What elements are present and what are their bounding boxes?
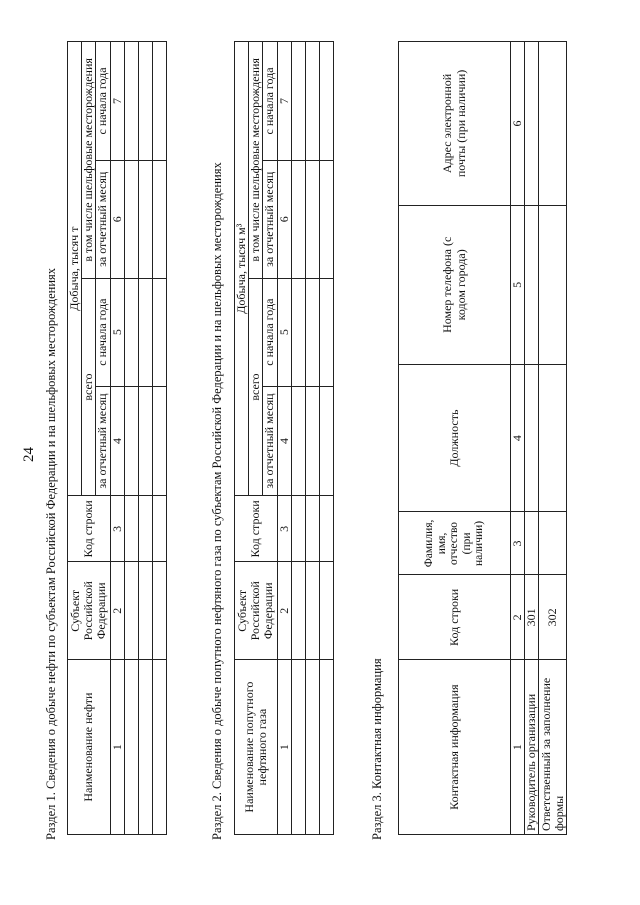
s3-col-number: 6 xyxy=(511,42,525,206)
s1-col-number: 6 xyxy=(110,160,124,278)
s3-col-number: 5 xyxy=(511,205,525,364)
s1-col-number: 3 xyxy=(110,496,124,562)
section1-table xyxy=(67,41,167,835)
table-row xyxy=(525,42,539,835)
s3-row-label: Руководитель организации xyxy=(525,660,539,835)
s3-row-code: 301 xyxy=(525,575,539,660)
table-row xyxy=(291,42,305,835)
table-row xyxy=(152,42,166,835)
s2-header-shelf-year: с начала года xyxy=(263,42,277,161)
s1-header-code: Код строки xyxy=(68,496,111,562)
section2-title: Раздел 2. Сведения о добыче попутного нефтяного газа по субъектам Российской Федерации и на шельфовых месторождениях xyxy=(210,162,224,840)
s1-header-shelf-month: за отчетный месяц xyxy=(96,160,110,278)
s1-header-name: Наименование нефти xyxy=(68,660,111,835)
s2-col-number: 2 xyxy=(277,562,291,660)
s3-header-fio: Фамилия, имя, отчество (при наличии) xyxy=(399,512,511,575)
table-row xyxy=(539,42,567,835)
s1-header-shelf: в том числе шельфовые месторождения xyxy=(82,42,96,279)
s1-col-number: 1 xyxy=(110,660,124,835)
s3-header-phone: Номер телефона (с кодом города) xyxy=(399,205,511,364)
s1-col-number: 2 xyxy=(110,562,124,660)
s3-row-code: 302 xyxy=(539,575,567,660)
s3-header-contact: Контактная информация xyxy=(399,660,511,835)
s3-col-number: 2 xyxy=(511,575,525,660)
s3-col-number: 1 xyxy=(511,660,525,835)
s1-header-subject: Субъект Российской Федерации xyxy=(68,562,111,660)
table-row xyxy=(138,42,152,835)
s1-header-production: Добыча, тысяч т xyxy=(68,42,82,496)
s3-header-code: Код строки xyxy=(399,575,511,660)
s1-header-total-year: с начала года xyxy=(96,278,110,386)
s2-header-shelf: в том числе шельфовые месторождения xyxy=(249,42,263,279)
s2-header-total-year: с начала года xyxy=(263,278,277,386)
s1-header-total: всего xyxy=(82,278,96,496)
page-number: 24 xyxy=(21,447,37,462)
s2-col-number: 5 xyxy=(277,278,291,386)
s1-header-total-month: за отчетный месяц xyxy=(96,386,110,496)
s2-col-number: 7 xyxy=(277,42,291,161)
s2-col-number: 1 xyxy=(277,660,291,835)
s2-header-shelf-month: за отчетный месяц xyxy=(263,160,277,278)
s3-col-number: 3 xyxy=(511,512,525,575)
s1-col-number: 5 xyxy=(110,278,124,386)
s2-header-subject: Субъект Российской Федерации xyxy=(235,562,278,660)
s2-header-production: Добыча, тысяч м³ xyxy=(235,42,249,496)
s1-col-number: 7 xyxy=(110,42,124,161)
s1-header-shelf-year: с начала года xyxy=(96,42,110,161)
s2-col-number: 3 xyxy=(277,496,291,562)
table-row xyxy=(124,42,138,835)
s2-header-total: всего xyxy=(249,278,263,496)
s2-header-total-month: за отчетный месяц xyxy=(263,386,277,496)
s2-header-code: Код строки xyxy=(235,496,278,562)
s2-col-number: 6 xyxy=(277,160,291,278)
section3-table xyxy=(398,41,567,835)
s2-col-number: 4 xyxy=(277,386,291,496)
table-row xyxy=(319,42,333,835)
s3-header-email: Адрес электронной почты (при наличии) xyxy=(399,42,511,206)
s2-header-name: Наименование попутного нефтяного газа xyxy=(235,660,278,835)
section1-title: Раздел 1. Сведения о добыче нефти по субъектам Российской Федерации и на шельфовых месторождениях xyxy=(44,267,58,840)
section3-title: Раздел 3. Контактная информация xyxy=(370,658,384,840)
s1-col-number: 4 xyxy=(110,386,124,496)
s3-header-position: Должность xyxy=(399,364,511,512)
s3-row-label: Ответственный за заполнение формы xyxy=(539,660,567,835)
table-row xyxy=(305,42,319,835)
s3-col-number: 4 xyxy=(511,364,525,512)
section2-table xyxy=(234,41,334,835)
